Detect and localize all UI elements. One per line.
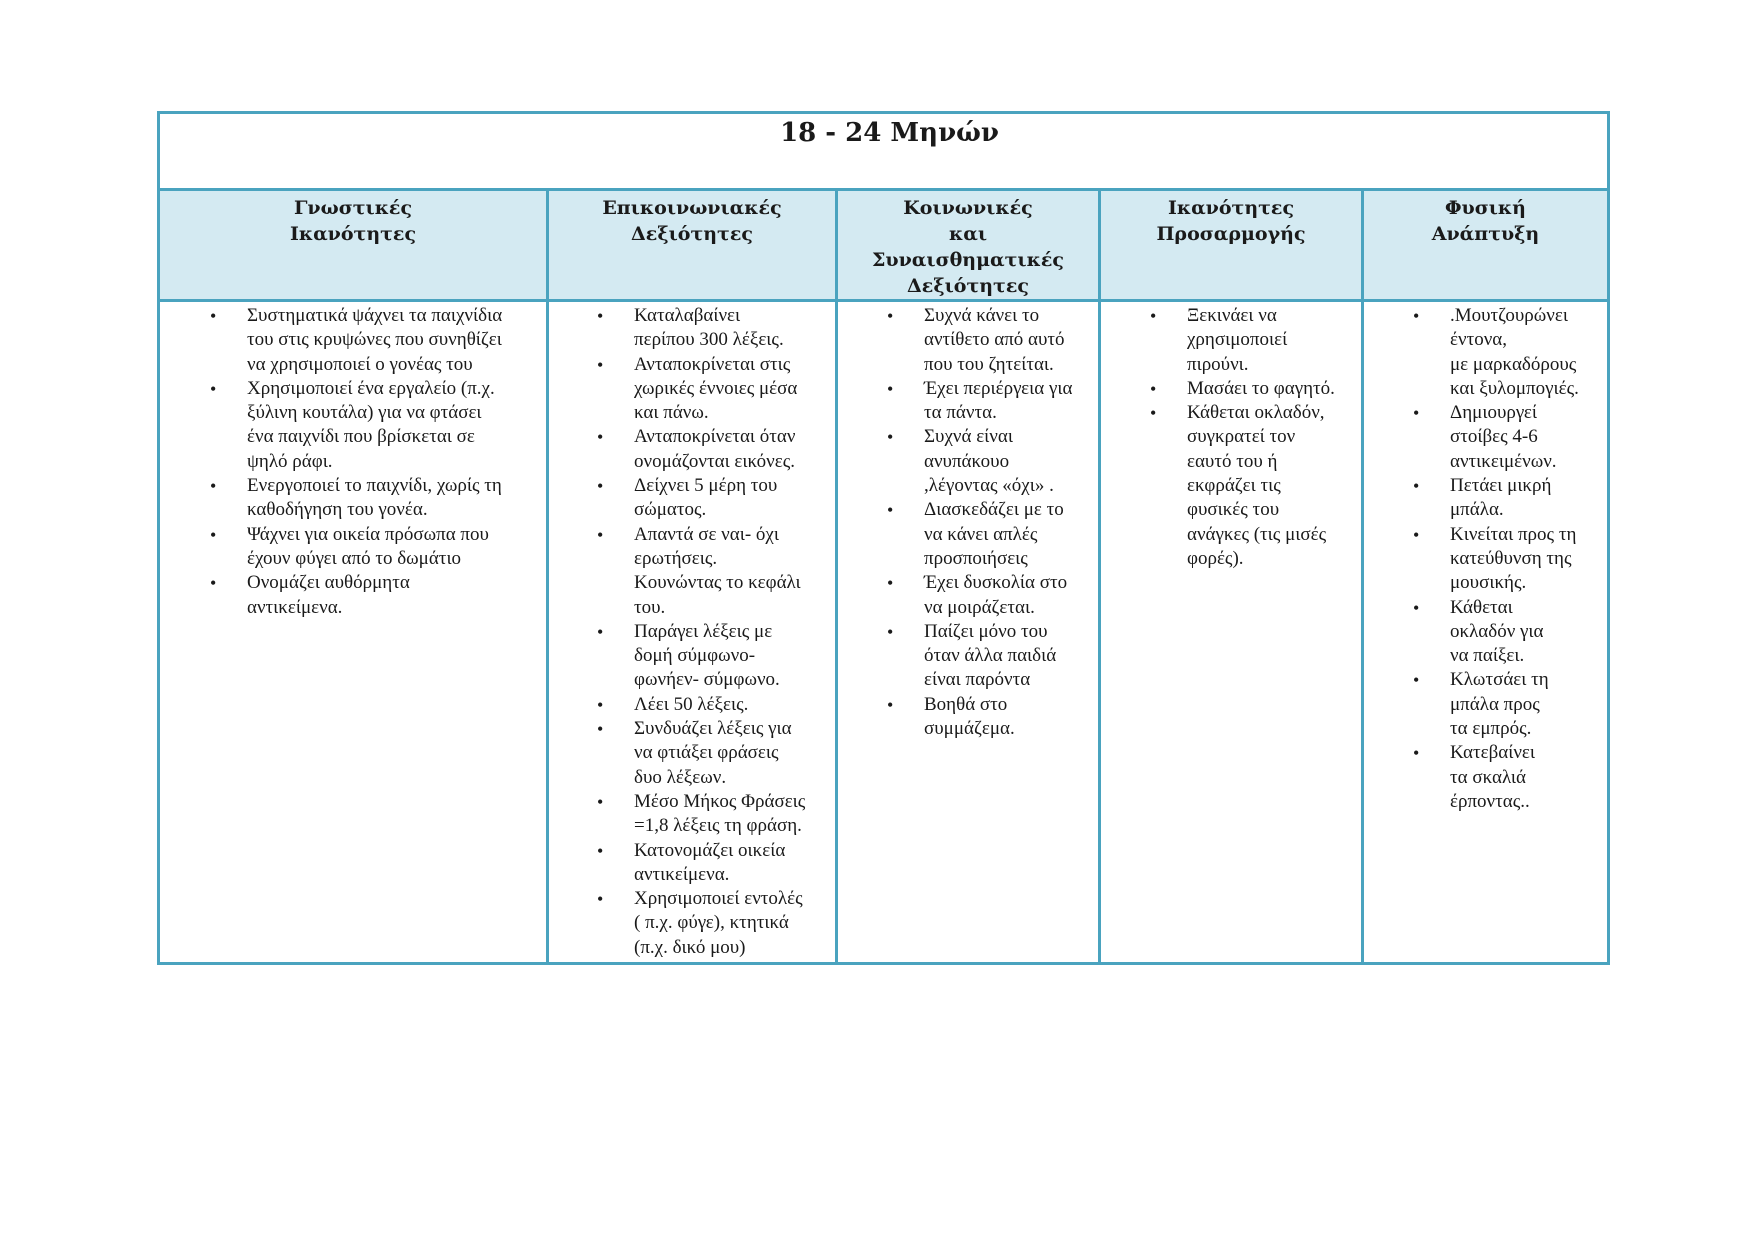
list-item-line: Καταλαβαίνει <box>634 305 741 326</box>
bullet-icon: • <box>1413 597 1420 618</box>
list-item-line: ψηλό ράφι. <box>247 450 333 472</box>
list-item-line: χρησιμοποιεί <box>1187 329 1288 351</box>
list-item <box>160 474 546 523</box>
column-heading-line: Ικανότητες <box>1167 197 1295 219</box>
list-item <box>549 353 835 426</box>
column-header-text <box>160 191 546 247</box>
list-item <box>1101 304 1361 377</box>
list-item-line: τα πάντα. <box>924 402 997 424</box>
bullet-list <box>838 302 1098 741</box>
list-item-line: συμμάζεμα. <box>924 718 1015 740</box>
list-item <box>838 693 1098 742</box>
column-header-text <box>549 191 835 247</box>
list-item-line: Ψάχνει για οικεία πρόσωπα που <box>247 523 489 545</box>
bullet-icon: • <box>597 524 604 545</box>
list-item-line: Διασκεδάζει με το <box>924 499 1064 521</box>
list-item <box>160 523 546 572</box>
list-item-line: φυσικές του <box>1187 499 1280 521</box>
list-item-line: Μασάει το φαγητό. <box>1187 377 1335 399</box>
list-item-line: Απαντά σε ναι- όχι <box>634 523 779 545</box>
bullet-icon: • <box>597 889 604 910</box>
list-item-line: Δείχνει 5 μέρη του <box>634 475 778 497</box>
column-header <box>1100 190 1363 301</box>
column-header <box>1363 190 1609 301</box>
list-item-line: αντικειμένων. <box>1450 450 1557 472</box>
list-item-line: του. <box>634 596 666 618</box>
bullet-icon: • <box>597 476 604 497</box>
bullet-icon: • <box>1413 743 1420 764</box>
bullet-icon: • <box>887 694 894 715</box>
list-item-line: έρποντας.. <box>1450 790 1530 812</box>
bullet-list <box>549 302 835 960</box>
list-item-line: φορές). <box>1187 547 1244 569</box>
list-item <box>549 790 835 839</box>
bullet-icon: • <box>887 378 894 399</box>
column-heading-line: Δεξιότητες <box>907 275 1029 297</box>
list-item-line: του στις κρυψώνες που συνηθίζει <box>247 329 502 351</box>
list-item-line: έχουν φύγει από το δωμάτιο <box>247 547 462 569</box>
list-item-line: τα εμπρός. <box>1450 718 1532 740</box>
list-item-line: Παίζει μόνο του <box>924 620 1048 642</box>
list-item-line: Λέει 50 λέξεις. <box>634 693 749 715</box>
bullet-icon: • <box>210 306 217 326</box>
list-item-line: εαυτό του ή <box>1187 450 1278 472</box>
list-item-line: περίπου 300 λέξεις. <box>634 329 784 351</box>
column-content <box>1363 301 1609 964</box>
list-item-line: Κατεβαίνει <box>1450 742 1535 764</box>
list-item-line: με μαρκαδόρους <box>1450 353 1577 375</box>
list-item-line: σώματος. <box>634 499 707 521</box>
table-title: 18 - 24 Μηνών <box>780 118 999 148</box>
list-item <box>549 523 835 620</box>
list-item <box>1364 474 1607 523</box>
column-heading-line: Ικανότητες <box>289 223 417 245</box>
list-item-line: εκφράζει τις <box>1187 475 1281 497</box>
list-item-line: Κατονομάζει οικεία <box>634 839 786 861</box>
bullet-icon: • <box>887 573 894 594</box>
list-item-line: τα σκαλιά <box>1450 766 1526 788</box>
list-item-line: μπάλα προς <box>1450 693 1540 715</box>
bullet-icon: • <box>1413 403 1420 424</box>
list-item-line: Ενεργοποιεί το παιχνίδι, χωρίς τη <box>247 475 502 497</box>
list-item-line: Συνδυάζει λέξεις για <box>634 718 792 740</box>
list-item-line: χωρικές έννοιες μέσα <box>634 377 798 399</box>
list-item <box>1364 596 1607 669</box>
list-item-line: αντικείμενα. <box>634 863 730 885</box>
column-heading-line: Γνωστικές <box>293 197 413 219</box>
list-item-line: που του ζητείται. <box>924 353 1054 375</box>
list-item-line: Κλωτσάει τη <box>1450 669 1549 691</box>
list-item-line: ξύλινη κουτάλα) για να φτάσει <box>247 402 482 424</box>
list-item <box>549 620 835 693</box>
bullet-icon: • <box>887 621 894 642</box>
column-heading-line: Κοινωνικές <box>903 197 1033 219</box>
bullet-icon: • <box>1413 524 1420 545</box>
bullet-icon: • <box>1413 306 1420 326</box>
list-item-line: =1,8 λέξεις τη φράση. <box>634 815 802 837</box>
column-content <box>837 301 1100 964</box>
column-heading-line: Επικοινωνιακές <box>602 197 782 219</box>
list-item-line: ,λέγοντας «όχι» . <box>924 475 1054 497</box>
list-item-line: στοίβες 4-6 <box>1450 426 1538 448</box>
bullet-list <box>1364 302 1607 814</box>
column-header <box>159 190 548 301</box>
list-item-line: .Μουτζουρώνει <box>1450 305 1568 326</box>
list-item-line: μουσικής. <box>1450 572 1527 594</box>
list-item-line: Ονομάζει αυθόρμητα <box>247 572 410 594</box>
list-item <box>838 571 1098 620</box>
bullet-icon: • <box>597 719 604 740</box>
list-item <box>160 304 546 377</box>
list-item-line: Συχνά κάνει το <box>924 305 1040 326</box>
list-item <box>549 887 835 960</box>
bullet-icon: • <box>597 791 604 812</box>
bullet-icon: • <box>887 306 894 326</box>
list-item-line: ονομάζονται εικόνες. <box>634 450 796 472</box>
list-item-line: είναι παρόντα <box>924 669 1031 691</box>
list-item-line: όταν άλλα παιδιά <box>924 645 1057 667</box>
list-item <box>1364 741 1607 814</box>
title-row <box>159 113 1609 190</box>
bullet-icon: • <box>1150 306 1157 326</box>
list-item <box>549 425 835 474</box>
bullet-icon: • <box>597 840 604 861</box>
list-item-line: κατεύθυνση της <box>1450 547 1572 569</box>
list-item-line: Βοηθά στο <box>924 693 1008 715</box>
list-item <box>1364 304 1607 401</box>
list-item-line: προσποιήσεις <box>924 547 1028 569</box>
list-item-line: Χρησιμοποιεί εντολές <box>634 888 803 910</box>
list-item-line: δομή σύμφωνο- <box>634 645 756 667</box>
list-item-line: Ξεκινάει να <box>1187 305 1277 326</box>
list-item-line: να παίξει. <box>1450 645 1525 667</box>
column-heading-line: Συναισθηματικές <box>872 249 1064 271</box>
header-row <box>159 190 1609 301</box>
bullet-icon: • <box>597 427 604 448</box>
bullet-icon: • <box>1150 403 1157 424</box>
list-item-line: αντίθετο από αυτό <box>924 329 1065 351</box>
list-item <box>1364 401 1607 474</box>
bullet-icon: • <box>887 427 894 448</box>
bullet-icon: • <box>887 500 894 521</box>
content-row <box>159 301 1609 964</box>
list-item-line: Συχνά είναι <box>924 426 1013 448</box>
list-item-line: ανυπάκουο <box>924 450 1010 472</box>
list-item <box>1101 377 1361 401</box>
list-item-line: Δημιουργεί <box>1450 402 1538 424</box>
list-item-line: Κάθεται <box>1450 596 1513 618</box>
list-item-line: Συστηματικά ψάχνει τα παιχνίδια <box>247 305 503 326</box>
list-item-line: έντονα, <box>1450 329 1507 351</box>
list-item <box>549 717 835 790</box>
column-header <box>837 190 1100 301</box>
bullet-icon: • <box>597 354 604 375</box>
list-item <box>549 304 835 353</box>
column-heading-line: Φυσική <box>1445 197 1526 219</box>
list-item-line: Έχει δυσκολία στο <box>924 572 1068 594</box>
list-item-line: και ξυλομπογιές. <box>1450 377 1579 399</box>
list-item-line: ένα παιχνίδι που βρίσκεται σε <box>247 426 475 448</box>
bullet-icon: • <box>597 694 604 715</box>
list-item-line: Χρησιμοποιεί ένα εργαλείο (π.χ. <box>247 377 495 399</box>
column-header <box>548 190 837 301</box>
list-item <box>549 474 835 523</box>
column-header-text <box>1101 191 1361 247</box>
list-item <box>838 425 1098 498</box>
list-item-line: και πάνω. <box>634 402 709 424</box>
development-table <box>157 111 1610 965</box>
list-item-line: Κουνώντας το κεφάλι <box>634 572 801 594</box>
list-item-line: να κάνει απλές <box>924 523 1038 545</box>
column-content <box>159 301 548 964</box>
list-item-line: να χρησιμοποιεί ο γονέας του <box>247 353 473 375</box>
list-item <box>1101 401 1361 571</box>
list-item-line: ανάγκες (τις μισές <box>1187 523 1327 545</box>
list-item-line: Κινείται προς τη <box>1450 523 1577 545</box>
list-item-line: μπάλα. <box>1450 499 1504 521</box>
list-item-line: Έχει περιέργεια για <box>924 377 1073 399</box>
bullet-icon: • <box>597 306 604 326</box>
column-heading-line: Προσαρμογής <box>1156 223 1306 245</box>
column-heading-line: Ανάπτυξη <box>1431 223 1540 245</box>
bullet-icon: • <box>597 621 604 642</box>
table-title-cell <box>159 113 1609 190</box>
list-item <box>160 571 546 620</box>
list-item <box>549 839 835 888</box>
column-heading-line: και <box>948 223 988 245</box>
list-item-line: Ανταποκρίνεται όταν <box>634 426 796 448</box>
list-item-line: καθοδήγηση του γονέα. <box>247 499 428 521</box>
list-item-line: Πετάει μικρή <box>1450 475 1552 497</box>
list-item-line: Παράγει λέξεις με <box>634 620 773 642</box>
bullet-icon: • <box>210 378 217 399</box>
list-item <box>838 498 1098 571</box>
list-item <box>838 304 1098 377</box>
list-item-line: Μέσο Μήκος Φράσεις <box>634 790 806 812</box>
list-item <box>1364 523 1607 596</box>
column-header-text <box>838 191 1098 299</box>
list-item-line: Κάθεται οκλαδόν, <box>1187 402 1325 424</box>
list-item-line: δυο λέξεων. <box>634 766 727 788</box>
bullet-list <box>1101 302 1361 571</box>
list-item-line: φωνήεν- σύμφωνο. <box>634 669 780 691</box>
list-item-line: πιρούνι. <box>1187 353 1249 375</box>
bullet-icon: • <box>210 524 217 545</box>
bullet-icon: • <box>1413 670 1420 691</box>
bullet-icon: • <box>210 476 217 497</box>
list-item-line: συγκρατεί τον <box>1187 426 1296 448</box>
list-item-line: ερωτήσεις. <box>634 547 718 569</box>
list-item <box>838 620 1098 693</box>
list-item-line: οκλαδόν για <box>1450 620 1544 642</box>
list-item-line: να φτιάξει φράσεις <box>634 742 779 764</box>
list-item-line: ( π.χ. φύγε), κτητικά <box>634 912 789 934</box>
list-item-line: αντικείμενα. <box>247 596 343 618</box>
bullet-icon: • <box>1413 476 1420 497</box>
list-item <box>838 377 1098 426</box>
bullet-icon: • <box>1150 378 1157 399</box>
list-item <box>160 377 546 474</box>
column-content <box>548 301 837 964</box>
list-item <box>1364 668 1607 741</box>
column-heading-line: Δεξιότητες <box>631 223 753 245</box>
list-item-line: να μοιράζεται. <box>924 596 1035 618</box>
list-item-line: (π.χ. δικό μου) <box>634 936 746 958</box>
bullet-icon: • <box>210 573 217 594</box>
column-content <box>1100 301 1363 964</box>
list-item-line: Ανταποκρίνεται στις <box>634 353 791 375</box>
column-header-text <box>1364 191 1607 247</box>
bullet-list <box>160 302 546 620</box>
list-item <box>549 693 835 717</box>
